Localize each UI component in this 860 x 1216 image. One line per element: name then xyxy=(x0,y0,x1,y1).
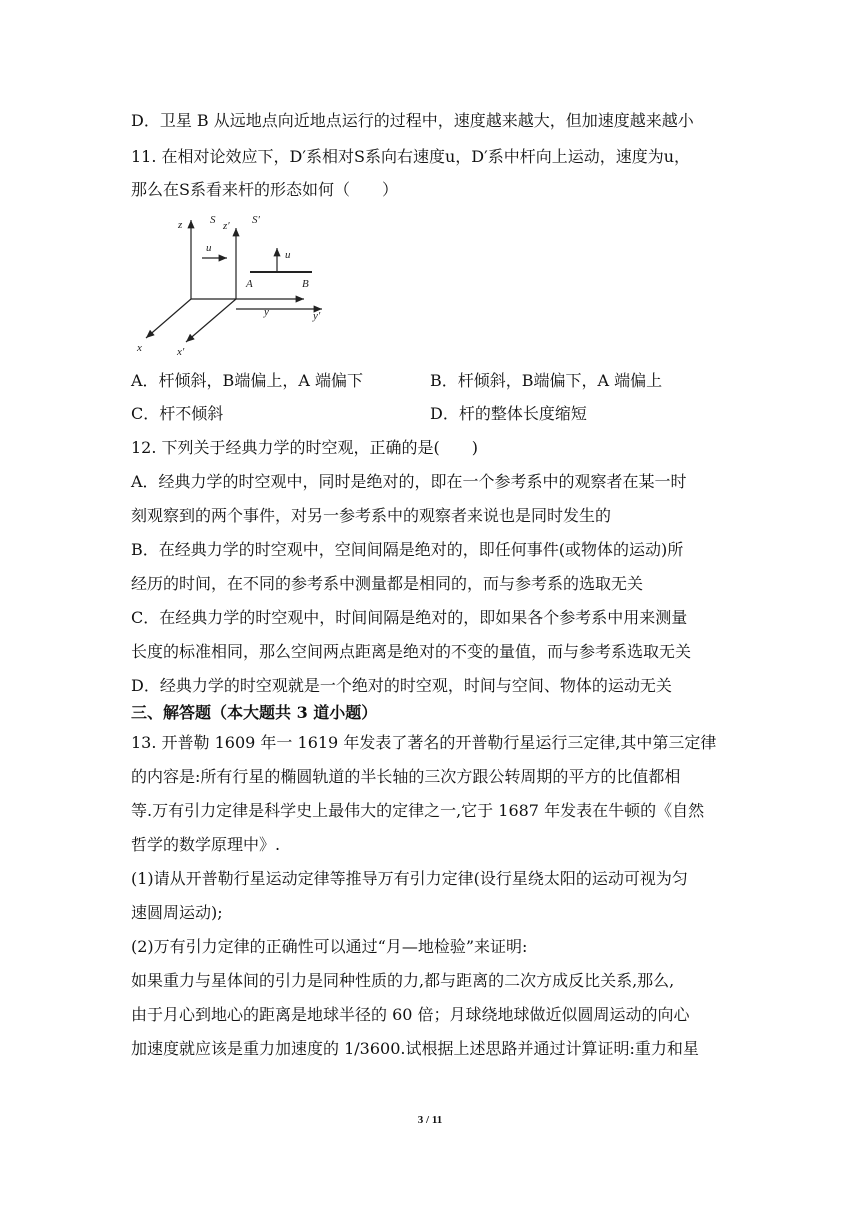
label-y-prime: y′ xyxy=(313,310,321,322)
q13-line9: 由于月心到地心的距离是地球半径的 60 倍；月球绕地球做近似圆周运动的向心 xyxy=(131,1005,690,1024)
q12-option-c-line1: C．在经典力学的时空观中，时间间隔是绝对的，即如果各个参考系中用来测量 xyxy=(131,608,688,627)
q11-option-b: B．杆倾斜，B端偏下，A 端偏上 xyxy=(430,371,663,390)
q13-line6: 速圆周运动); xyxy=(131,903,223,922)
q11-stem-line2: 那么在S系看来杆的形态如何（ ） xyxy=(131,180,398,199)
q12-option-a-line1: A．经典力学的时空观中，同时是绝对的，即在一个参考系中的观察者在某一时 xyxy=(131,472,687,491)
s-prime-x-axis xyxy=(186,299,236,342)
q13-line5: (1)请从开普勒行星运动定律等推导万有引力定律(设行星绕太阳的运动可视为匀 xyxy=(131,869,688,888)
q11-option-c: C．杆不倾斜 xyxy=(131,404,224,423)
q13-line7: (2)万有引力定律的正确性可以通过“月—地检验”来证明: xyxy=(131,937,528,956)
s-x-axis xyxy=(146,299,191,338)
q10-option-d: D．卫星 B 从远地点向近地点运行的过程中，速度越来越大，但加速度越来越小 xyxy=(131,111,694,130)
q13-line2: 的内容是:所有行星的椭圆轨道的半长轴的三次方跟公转周期的平方的比值都相 xyxy=(131,767,681,786)
label-a: A xyxy=(246,278,253,290)
label-s-prime: S′ xyxy=(252,214,260,226)
q11-stem-line1: 11. 在相对论效应下，D′系相对S系向右速度u，D′系中杆向上运动，速度为u， xyxy=(131,147,691,166)
label-u-frame: u xyxy=(206,242,212,254)
q13-line1: 13. 开普勒 1609 年一 1619 年发表了著名的开普勒行星运行三定律,其中第三定律 xyxy=(131,733,717,752)
q11-option-d: D．杆的整体长度缩短 xyxy=(430,404,587,423)
q12-option-b-line2: 经历的时间，在不同的参考系中测量都是相同的，而与参考系的选取无关 xyxy=(131,574,644,593)
label-y: y xyxy=(264,306,269,318)
q12-option-b-line1: B．在经典力学的时空观中，空间间隔是绝对的，即任何事件(或物体的运动)所 xyxy=(131,540,684,559)
q12-option-d: D．经典力学的时空观就是一个绝对的时空观，时间与空间、物体的运动无关 xyxy=(131,676,672,695)
label-x: x xyxy=(137,342,142,354)
label-s: S xyxy=(210,214,216,226)
label-z-prime: z′ xyxy=(223,220,230,232)
page-number: 3 / 11 xyxy=(417,1114,443,1126)
q13-line4: 哲学的数学原理中》. xyxy=(131,835,281,854)
label-b: B xyxy=(302,278,309,290)
label-u-rod: u xyxy=(285,249,291,261)
section-3-heading: 三、解答题（本大题共 3 道小题） xyxy=(131,703,378,722)
q13-line3: 等.万有引力定律是科学史上最伟大的定律之一,它于 1687 年发表在牛顿的《自然 xyxy=(131,801,705,820)
relativity-diagram xyxy=(134,208,334,360)
q13-line8: 如果重力与星体间的引力是同种性质的力,都与距离的二次方成反比关系,那么, xyxy=(131,971,675,990)
q11-option-a: A．杆倾斜，B端偏上，A 端偏下 xyxy=(131,371,363,390)
label-x-prime: x′ xyxy=(177,346,185,358)
q12-stem: 12. 下列关于经典力学的时空观，正确的是( ) xyxy=(131,438,479,457)
label-z: z xyxy=(178,219,183,231)
q12-option-a-line2: 刻观察到的两个事件，对另一参考系中的观察者来说也是同时发生的 xyxy=(131,506,612,525)
q12-option-c-line2: 长度的标准相同，那么空间两点距离是绝对的不变的量值，而与参考系选取无关 xyxy=(131,642,692,661)
q13-line10: 加速度就应该是重力加速度的 1/3600.试根据上述思路并通过计算证明:重力和星 xyxy=(131,1039,699,1058)
